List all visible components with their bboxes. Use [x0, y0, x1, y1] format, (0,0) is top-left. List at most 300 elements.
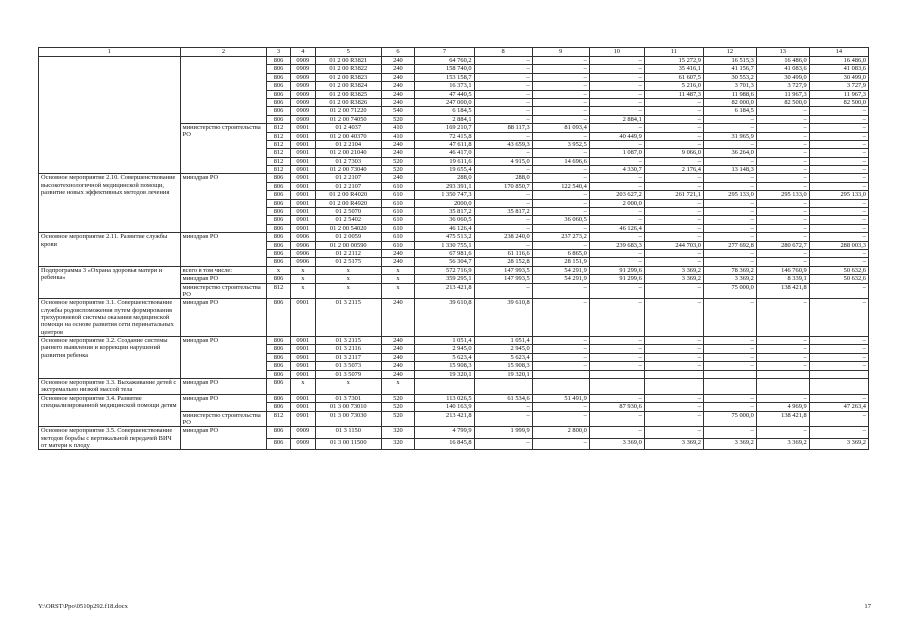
value-cell: 0901 [290, 208, 315, 216]
header-cell: 11 [644, 48, 703, 57]
value-cell: 4 969,9 [756, 403, 809, 411]
value-cell: х [381, 266, 415, 274]
value-cell: 0901 [290, 394, 315, 402]
value-cell: – [809, 411, 868, 427]
value-cell: 82 500,0 [756, 98, 809, 106]
value-cell: 0901 [290, 132, 315, 140]
value-cell: х [315, 275, 381, 283]
value-cell: 806 [267, 191, 290, 199]
value-cell: – [474, 438, 532, 450]
value-cell: – [532, 345, 589, 353]
value-cell: 01 2 5402 [315, 216, 381, 224]
value-cell: 3 727,9 [756, 82, 809, 90]
value-cell: – [809, 174, 868, 182]
value-cell: – [809, 182, 868, 190]
value-cell: 19 320,1 [415, 370, 474, 378]
value-cell: 288,0 [415, 174, 474, 182]
value-cell: – [532, 90, 589, 98]
value-cell: – [756, 345, 809, 353]
value-cell: 16 486,0 [756, 57, 809, 65]
value-cell: – [474, 107, 532, 115]
value-cell: 75 000,0 [703, 283, 756, 299]
value-cell: 2 945,0 [474, 345, 532, 353]
value-cell: 6 184,5 [415, 107, 474, 115]
value-cell: 806 [267, 362, 290, 370]
value-cell: – [589, 57, 644, 65]
value-cell: х [290, 275, 315, 283]
value-cell: – [532, 208, 589, 216]
value-cell: 806 [267, 174, 290, 182]
value-cell: – [589, 337, 644, 345]
value-cell: 41 083,6 [756, 65, 809, 73]
value-cell: 61 116,6 [474, 249, 532, 257]
value-cell: 0901 [290, 182, 315, 190]
value-cell: 610 [381, 224, 415, 232]
value-cell: 806 [267, 241, 290, 249]
value-cell [703, 379, 756, 395]
header-cell: 14 [809, 48, 868, 57]
value-cell: 244 703,0 [644, 241, 703, 249]
value-cell: – [703, 337, 756, 345]
value-cell: 0901 [290, 216, 315, 224]
value-cell: 240 [381, 57, 415, 65]
executor-cell: минздрав РО [180, 427, 267, 450]
value-cell: – [809, 337, 868, 345]
value-cell [532, 379, 589, 395]
value-cell: 247 000,0 [415, 98, 474, 106]
value-cell: – [703, 140, 756, 148]
value-cell: 1 051,4 [415, 337, 474, 345]
value-cell: 43 659,3 [474, 140, 532, 148]
value-cell: 01 2 00 00590 [315, 241, 381, 249]
value-cell: – [703, 345, 756, 353]
value-cell: 806 [267, 107, 290, 115]
value-cell: – [644, 208, 703, 216]
value-cell: 39 610,8 [474, 299, 532, 337]
value-cell: – [703, 362, 756, 370]
value-cell: 72 415,8 [415, 132, 474, 140]
value-cell: – [589, 411, 644, 427]
value-cell: 3 952,5 [532, 140, 589, 148]
value-cell: 01 3 7301 [315, 394, 381, 402]
value-cell: 812 [267, 124, 290, 132]
executor-cell: минздрав РО [180, 233, 267, 267]
value-cell: 1 330 755,1 [415, 241, 474, 249]
value-cell: х [381, 275, 415, 283]
value-cell: 15 908,3 [415, 362, 474, 370]
value-cell: 806 [267, 403, 290, 411]
value-cell: 01 2 5175 [315, 258, 381, 266]
value-cell: – [756, 216, 809, 224]
value-cell: 56 304,7 [415, 258, 474, 266]
value-cell: – [532, 438, 589, 450]
value-cell: 806 [267, 438, 290, 450]
value-cell: 293 391,1 [415, 182, 474, 190]
value-cell: 610 [381, 233, 415, 241]
value-cell: 240 [381, 249, 415, 257]
value-cell: 240 [381, 353, 415, 361]
value-cell: 0901 [290, 157, 315, 165]
value-cell: 240 [381, 174, 415, 182]
value-cell: 520 [381, 411, 415, 427]
value-cell: – [532, 65, 589, 73]
value-cell: 475 513,2 [415, 233, 474, 241]
value-cell [756, 370, 809, 378]
value-cell: – [644, 124, 703, 132]
value-cell: – [703, 224, 756, 232]
value-cell: 01 2 2107 [315, 182, 381, 190]
value-cell: – [589, 216, 644, 224]
value-cell: 169 210,7 [415, 124, 474, 132]
value-cell: 0909 [290, 115, 315, 123]
value-cell: – [756, 166, 809, 174]
value-cell: 3 369,2 [703, 275, 756, 283]
value-cell [589, 379, 644, 395]
value-cell: 806 [267, 216, 290, 224]
value-cell: 0901 [290, 345, 315, 353]
value-cell: – [474, 411, 532, 427]
value-cell: 138 421,8 [756, 283, 809, 299]
value-cell: 170 850,7 [474, 182, 532, 190]
value-cell: 3 727,9 [809, 82, 868, 90]
value-cell: – [644, 258, 703, 266]
value-cell: 806 [267, 258, 290, 266]
value-cell: 610 [381, 182, 415, 190]
value-cell [809, 370, 868, 378]
value-cell: – [644, 249, 703, 257]
executor-cell: министерство строительства РО [180, 411, 267, 427]
table-row [39, 57, 869, 65]
value-cell: 153 158,7 [415, 73, 474, 81]
table-row [39, 174, 869, 182]
value-cell: 812 [267, 283, 290, 299]
value-cell: 01 2 00 R3823 [315, 73, 381, 81]
value-cell: – [474, 57, 532, 65]
value-cell: 31 965,9 [703, 132, 756, 140]
value-cell: 36 060,5 [532, 216, 589, 224]
value-cell: 3 369,2 [644, 266, 703, 274]
table-row [39, 337, 869, 345]
value-cell: 01 2 00 73040 [315, 166, 381, 174]
value-cell: – [809, 208, 868, 216]
value-cell: – [589, 258, 644, 266]
value-cell: 806 [267, 427, 290, 439]
value-cell: 01 2 4037 [315, 124, 381, 132]
value-cell: 806 [267, 98, 290, 106]
value-cell: 3 369,0 [589, 438, 644, 450]
value-cell: – [589, 124, 644, 132]
value-cell: х [290, 283, 315, 299]
value-cell: 47 611,8 [415, 140, 474, 148]
value-cell: 0909 [290, 90, 315, 98]
value-cell: 0901 [290, 411, 315, 427]
value-cell: 806 [267, 182, 290, 190]
value-cell: 0901 [290, 224, 315, 232]
value-cell: 88 117,3 [474, 124, 532, 132]
value-cell: – [809, 233, 868, 241]
value-cell: – [756, 157, 809, 165]
value-cell: 67 981,6 [415, 249, 474, 257]
value-cell: 0909 [290, 73, 315, 81]
value-cell: 82 500,0 [809, 98, 868, 106]
value-cell: 2 000,0 [589, 199, 644, 207]
value-cell: 30 499,0 [809, 73, 868, 81]
value-cell: – [589, 98, 644, 106]
value-cell: 288,0 [474, 174, 532, 182]
value-cell: – [589, 427, 644, 439]
value-cell: 0901 [290, 370, 315, 378]
value-cell: – [644, 283, 703, 299]
executor-cell: министерство строительства РО [180, 124, 267, 174]
value-cell: – [589, 353, 644, 361]
value-cell: 147 993,5 [474, 275, 532, 283]
value-cell: 240 [381, 370, 415, 378]
budget-table [38, 47, 869, 450]
value-cell: х [315, 379, 381, 395]
value-cell: – [809, 216, 868, 224]
value-cell: – [474, 199, 532, 207]
value-cell: 240 [381, 258, 415, 266]
activity-cell: Основное мероприятие 3.2. Создание системы раннего выявления и коррекции нарушений развития ребенка [39, 337, 181, 379]
value-cell: – [474, 115, 532, 123]
value-cell: 806 [267, 199, 290, 207]
value-cell: 15 908,3 [474, 362, 532, 370]
value-cell: 240 [381, 82, 415, 90]
table-row [39, 299, 869, 337]
value-cell: 0901 [290, 199, 315, 207]
value-cell: – [809, 224, 868, 232]
value-cell: – [756, 394, 809, 402]
value-cell: 806 [267, 353, 290, 361]
value-cell: х [315, 283, 381, 299]
value-cell: – [644, 427, 703, 439]
value-cell: 158 740,0 [415, 65, 474, 73]
value-cell: 2 176,4 [644, 166, 703, 174]
value-cell: – [589, 208, 644, 216]
value-cell: 35 416,1 [644, 65, 703, 73]
value-cell: – [532, 362, 589, 370]
value-cell: 806 [267, 90, 290, 98]
value-cell: 01 2 00 40370 [315, 132, 381, 140]
table-row [39, 233, 869, 241]
value-cell: – [532, 115, 589, 123]
value-cell [532, 370, 589, 378]
value-cell: 01 2 7303 [315, 157, 381, 165]
value-cell: 5 216,0 [644, 82, 703, 90]
value-cell: – [474, 403, 532, 411]
header-cell: 13 [756, 48, 809, 57]
value-cell: 0901 [290, 353, 315, 361]
value-cell: 610 [381, 241, 415, 249]
value-cell: 01 3 00 73030 [315, 411, 381, 427]
table-header-row [39, 48, 869, 57]
value-cell: 0901 [290, 191, 315, 199]
value-cell: – [644, 216, 703, 224]
value-cell: 806 [267, 233, 290, 241]
value-cell: 11 967,3 [809, 90, 868, 98]
value-cell: 0901 [290, 140, 315, 148]
value-cell: 01 3 2115 [315, 337, 381, 345]
value-cell: – [532, 283, 589, 299]
value-cell: – [809, 258, 868, 266]
executor-cell: минздрав РО [180, 394, 267, 411]
value-cell: 81 093,4 [532, 124, 589, 132]
value-cell: – [644, 182, 703, 190]
value-cell: – [703, 124, 756, 132]
value-cell: – [532, 57, 589, 65]
value-cell: 320 [381, 438, 415, 450]
activity-cell: Основное мероприятие 3.1. Совершенствование службы родовспоможения путем формирования трехуровневой системы оказания медицинской помощи на основе развития сети перинатальных центров [39, 299, 181, 337]
value-cell: 01 2 00 54020 [315, 224, 381, 232]
value-cell: 0909 [290, 98, 315, 106]
value-cell: – [644, 132, 703, 140]
value-cell: 0909 [290, 427, 315, 439]
value-cell: – [589, 107, 644, 115]
value-cell: – [532, 353, 589, 361]
value-cell: – [809, 107, 868, 115]
value-cell: 41 156,7 [703, 65, 756, 73]
value-cell: – [532, 224, 589, 232]
value-cell: – [703, 208, 756, 216]
value-cell: – [644, 199, 703, 207]
value-cell: – [703, 258, 756, 266]
value-cell: – [644, 362, 703, 370]
value-cell: – [809, 394, 868, 402]
value-cell: 0909 [290, 438, 315, 450]
value-cell: – [703, 403, 756, 411]
header-cell: 2 [180, 48, 267, 57]
value-cell: 54 291,9 [532, 275, 589, 283]
value-cell: х [267, 266, 290, 274]
value-cell: 240 [381, 345, 415, 353]
value-cell: – [703, 249, 756, 257]
value-cell: – [644, 233, 703, 241]
value-cell: 812 [267, 132, 290, 140]
value-cell: 35 817,2 [415, 208, 474, 216]
value-cell: 16 486,0 [809, 57, 868, 65]
value-cell: 0901 [290, 403, 315, 411]
value-cell: 54 291,9 [532, 266, 589, 274]
value-cell: 0906 [290, 249, 315, 257]
value-cell: 520 [381, 403, 415, 411]
value-cell: 50 632,6 [809, 266, 868, 274]
value-cell: 0906 [290, 233, 315, 241]
value-cell: 30 553,2 [703, 73, 756, 81]
value-cell: 16 373,1 [415, 82, 474, 90]
value-cell: 3 701,3 [703, 82, 756, 90]
value-cell: 812 [267, 149, 290, 157]
value-cell: – [703, 427, 756, 439]
value-cell: – [474, 149, 532, 157]
value-cell: – [809, 299, 868, 337]
value-cell: – [589, 182, 644, 190]
value-cell: – [809, 115, 868, 123]
value-cell: 0909 [290, 107, 315, 115]
value-cell: 240 [381, 65, 415, 73]
value-cell: – [589, 283, 644, 299]
value-cell: 01 2 00 74050 [315, 115, 381, 123]
value-cell: – [644, 345, 703, 353]
value-cell: 91 299,6 [589, 275, 644, 283]
value-cell: 6 865,0 [532, 249, 589, 257]
value-cell: 240 [381, 73, 415, 81]
table-row [39, 266, 869, 274]
value-cell: 0909 [290, 82, 315, 90]
value-cell: 47 263,4 [809, 403, 868, 411]
activity-cell: Основное мероприятие 2.10. Совершенствование высокотехнологичной медицинской помощи, развитие новых эффективных методов лечения [39, 174, 181, 233]
value-cell: 01 2 00 R3825 [315, 90, 381, 98]
value-cell: 806 [267, 299, 290, 337]
value-cell: 213 421,8 [415, 411, 474, 427]
value-cell: – [474, 216, 532, 224]
value-cell: – [809, 362, 868, 370]
value-cell: – [474, 283, 532, 299]
value-cell: 1 999,9 [474, 427, 532, 439]
value-cell: 1 087,0 [589, 149, 644, 157]
value-cell: – [589, 73, 644, 81]
value-cell: – [703, 233, 756, 241]
table-body [39, 57, 869, 450]
value-cell: – [809, 140, 868, 148]
executor-cell: минздрав РО [180, 337, 267, 379]
value-cell: 11 487,3 [644, 90, 703, 98]
value-cell: 806 [267, 394, 290, 402]
value-cell: 87 930,6 [589, 403, 644, 411]
value-cell: 261 721,1 [644, 191, 703, 199]
value-cell: 01 3 5079 [315, 370, 381, 378]
value-cell: – [532, 337, 589, 345]
value-cell: 0909 [290, 65, 315, 73]
value-cell: 213 421,8 [415, 283, 474, 299]
value-cell: – [589, 140, 644, 148]
value-cell: 91 299,6 [589, 266, 644, 274]
value-cell: 572 716,9 [415, 266, 474, 274]
value-cell: – [809, 124, 868, 132]
value-cell: 11 988,6 [703, 90, 756, 98]
value-cell: 01 2 2107 [315, 174, 381, 182]
value-cell: 806 [267, 224, 290, 232]
header-cell: 8 [474, 48, 532, 57]
value-cell: х [315, 266, 381, 274]
value-cell: 3 369,2 [644, 275, 703, 283]
value-cell: 359 295,1 [415, 275, 474, 283]
header-cell: 10 [589, 48, 644, 57]
value-cell [756, 379, 809, 395]
value-cell: 238 240,0 [474, 233, 532, 241]
value-cell: – [532, 132, 589, 140]
value-cell: – [644, 394, 703, 402]
value-cell: – [589, 299, 644, 337]
value-cell: 13 148,3 [703, 166, 756, 174]
value-cell: 2 800,0 [532, 427, 589, 439]
value-cell: 806 [267, 379, 290, 395]
activity-cell: Основное мероприятие 3.4. Развитие специализированной медицинской помощи детям [39, 394, 181, 427]
value-cell: – [589, 65, 644, 73]
value-cell: – [644, 299, 703, 337]
value-cell: – [644, 337, 703, 345]
value-cell: 50 632,6 [809, 275, 868, 283]
value-cell [474, 379, 532, 395]
value-cell: 46 126,4 [589, 224, 644, 232]
value-cell: 15 272,9 [644, 57, 703, 65]
value-cell: – [756, 107, 809, 115]
value-cell: – [644, 140, 703, 148]
value-cell: 01 2 00 R4920 [315, 199, 381, 207]
value-cell: – [703, 353, 756, 361]
header-cell: 1 [39, 48, 181, 57]
value-cell: 01 3 2115 [315, 299, 381, 337]
value-cell: 01 3 2117 [315, 353, 381, 361]
